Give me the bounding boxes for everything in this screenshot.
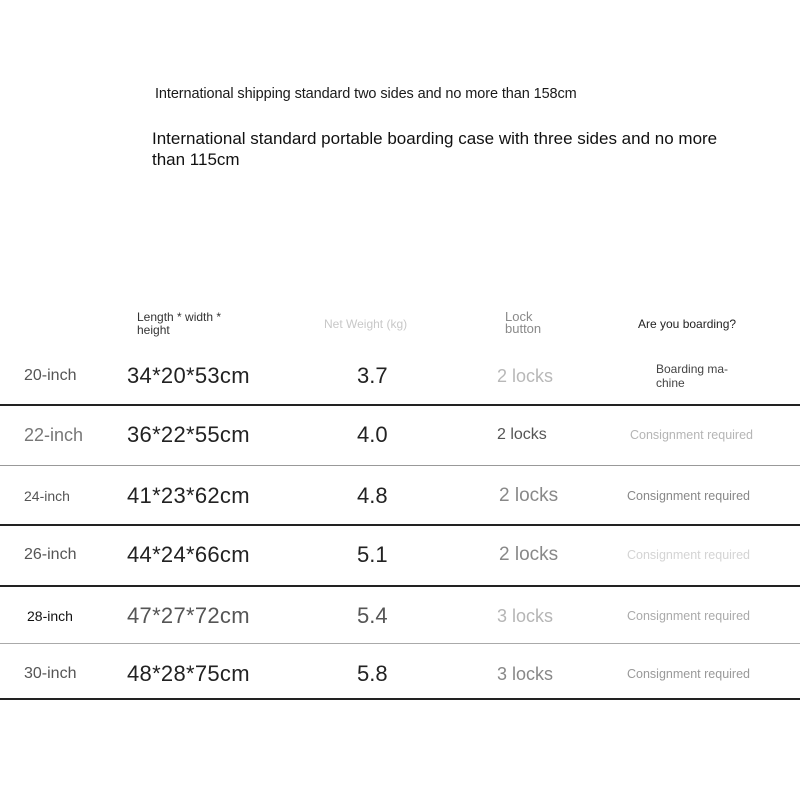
- size-cell: 28-inch: [27, 608, 73, 624]
- weight-cell: 5.8: [357, 661, 388, 686]
- table-row: [0, 466, 800, 526]
- dimensions-cell: 47*27*72cm: [127, 603, 250, 628]
- weight-cell: 4.8: [357, 483, 388, 508]
- header-net-weight: Net Weight (kg): [324, 317, 408, 331]
- boarding-cell: Consignment required: [627, 548, 750, 562]
- boarding-cell: Consignment required: [627, 667, 750, 681]
- weight-cell: 5.4: [357, 603, 388, 628]
- table-row: [0, 405, 800, 465]
- weight-cell: 5.1: [357, 542, 388, 567]
- boarding-cell: Consignment required: [627, 609, 750, 623]
- weight-cell: 4.0: [357, 422, 388, 447]
- header-boarding: Are you boarding?: [638, 317, 737, 331]
- dimensions-cell: 41*23*62cm: [127, 483, 250, 508]
- boarding-cell: Boarding ma- chine: [656, 362, 729, 390]
- dimensions-cell: 34*20*53cm: [127, 363, 250, 388]
- locks-cell: 3 locks: [497, 605, 554, 626]
- dimensions-cell: 44*24*66cm: [127, 542, 250, 567]
- locks-cell: 2 locks: [497, 365, 554, 386]
- locks-cell: 2 locks: [497, 426, 547, 443]
- table-row: [0, 346, 800, 406]
- locks-cell: 2 locks: [499, 485, 559, 506]
- row-divider: [0, 698, 800, 700]
- locks-cell: 3 locks: [497, 663, 554, 684]
- dimensions-cell: 36*22*55cm: [127, 422, 250, 447]
- header-dimensions: Length * width * height: [137, 310, 222, 337]
- table-row: [0, 525, 800, 585]
- weight-cell: 3.7: [357, 363, 388, 388]
- size-cell: 24-inch: [24, 488, 70, 504]
- shipping-standard-note: International shipping standard two sides and no more than 158cm: [155, 86, 577, 102]
- boarding-cell: Consignment required: [627, 489, 750, 503]
- size-cell: 26-inch: [24, 546, 77, 563]
- boarding-standard-note: International standard portable boarding case with three sides and no more than 115cm: [152, 129, 718, 169]
- table-row: [0, 586, 800, 646]
- size-cell: 20-inch: [24, 367, 77, 384]
- size-cell: 22-inch: [24, 424, 84, 445]
- dimensions-cell: 48*28*75cm: [127, 661, 250, 686]
- table-row: [0, 644, 800, 704]
- header-lock-button: Lock button: [505, 309, 542, 336]
- locks-cell: 2 locks: [499, 544, 559, 565]
- boarding-cell: Consignment required: [630, 428, 753, 442]
- size-cell: 30-inch: [24, 665, 77, 682]
